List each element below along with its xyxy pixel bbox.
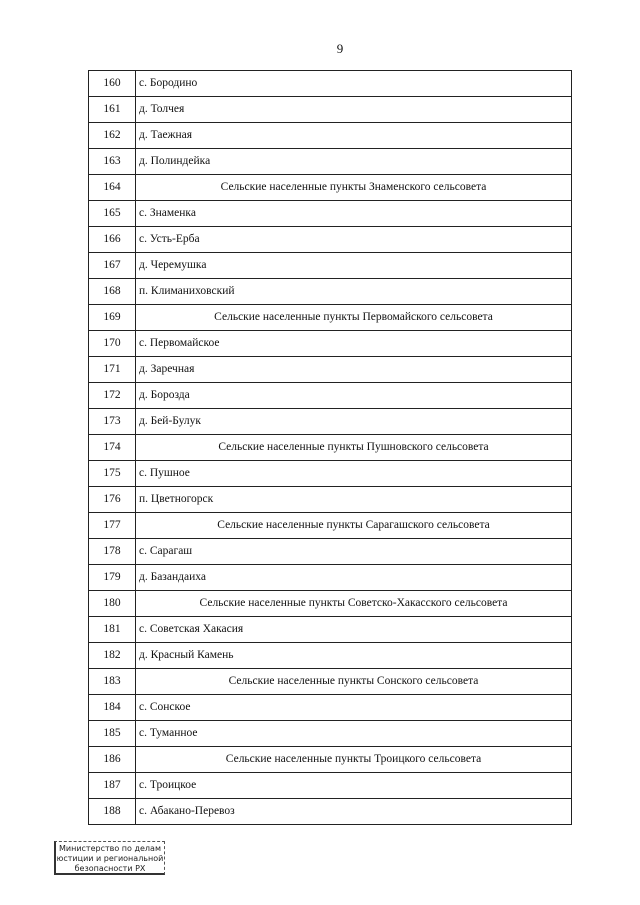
table-row (89, 227, 572, 253)
row-number: 176 (89, 487, 136, 513)
table-row (89, 695, 572, 721)
row-number: 172 (89, 383, 136, 409)
row-number: 188 (89, 799, 136, 825)
table-row (89, 123, 572, 149)
section-header-text: Сельские населенные пункты Троицкого сельсовета (136, 747, 572, 773)
ministry-stamp (54, 841, 165, 875)
page-number: 9 (336, 41, 344, 56)
row-number: 187 (89, 773, 136, 799)
table-row (89, 149, 572, 175)
table-section-header-row (89, 591, 572, 617)
settlement-name: д. Толчея (136, 97, 572, 123)
settlement-name: с. Советская Хакасия (136, 617, 572, 643)
settlement-name: с. Усть-Ерба (136, 227, 572, 253)
settlement-name: с. Бородино (136, 71, 572, 97)
settlement-name: с. Знаменка (136, 201, 572, 227)
table-row (89, 253, 572, 279)
section-header-text: Сельские населенные пункты Советско-Хакасского сельсовета (136, 591, 572, 617)
table-section-header-row (89, 669, 572, 695)
table-row (89, 97, 572, 123)
settlement-name: с. Абакано-Перевоз (136, 799, 572, 825)
row-number: 175 (89, 461, 136, 487)
table-row (89, 565, 572, 591)
settlements-table (88, 70, 572, 825)
section-header-text: Сельские населенные пункты Знаменского сельсовета (136, 175, 572, 201)
row-number: 163 (89, 149, 136, 175)
row-number: 180 (89, 591, 136, 617)
table-section-header-row (89, 513, 572, 539)
table-row (89, 71, 572, 97)
settlement-name: д. Заречная (136, 357, 572, 383)
row-number: 179 (89, 565, 136, 591)
settlement-name: с. Троицкое (136, 773, 572, 799)
table-row (89, 617, 572, 643)
row-number: 171 (89, 357, 136, 383)
settlement-name: с. Сонское (136, 695, 572, 721)
settlements-table-body (89, 71, 572, 825)
settlement-name: д. Бей-Булук (136, 409, 572, 435)
table-section-header-row (89, 305, 572, 331)
table-row (89, 487, 572, 513)
row-number: 177 (89, 513, 136, 539)
settlement-name: д. Красный Камень (136, 643, 572, 669)
table-section-header-row (89, 747, 572, 773)
table-row (89, 201, 572, 227)
row-number: 166 (89, 227, 136, 253)
section-header-text: Сельские населенные пункты Первомайского сельсовета (136, 305, 572, 331)
settlement-name: с. Первомайское (136, 331, 572, 357)
settlement-name: п. Цветногорск (136, 487, 572, 513)
row-number: 186 (89, 747, 136, 773)
section-header-text: Сельские населенные пункты Сонского сельсовета (136, 669, 572, 695)
stamp-line-1: Министерство по делам (59, 844, 161, 853)
table-row (89, 409, 572, 435)
row-number: 170 (89, 331, 136, 357)
table-row (89, 279, 572, 305)
row-number: 162 (89, 123, 136, 149)
row-number: 183 (89, 669, 136, 695)
row-number: 164 (89, 175, 136, 201)
settlement-name: д. Полиндейка (136, 149, 572, 175)
row-number: 168 (89, 279, 136, 305)
settlement-name: д. Базандаиха (136, 565, 572, 591)
table-section-header-row (89, 175, 572, 201)
table-row (89, 643, 572, 669)
table-row (89, 799, 572, 825)
table-row (89, 539, 572, 565)
row-number: 160 (89, 71, 136, 97)
settlement-name: с. Туманное (136, 721, 572, 747)
settlement-name: д. Борозда (136, 383, 572, 409)
row-number: 167 (89, 253, 136, 279)
settlement-name: д. Черемушка (136, 253, 572, 279)
settlements-table-container (88, 70, 572, 825)
row-number: 165 (89, 201, 136, 227)
settlement-name: д. Таежная (136, 123, 572, 149)
settlement-name: с. Сарагаш (136, 539, 572, 565)
row-number: 161 (89, 97, 136, 123)
table-row (89, 773, 572, 799)
row-number: 181 (89, 617, 136, 643)
table-row (89, 357, 572, 383)
section-header-text: Сельские населенные пункты Пушновского сельсовета (136, 435, 572, 461)
table-row (89, 383, 572, 409)
row-number: 185 (89, 721, 136, 747)
settlement-name: п. Климаниховский (136, 279, 572, 305)
row-number: 184 (89, 695, 136, 721)
section-header-text: Сельские населенные пункты Сарагашского сельсовета (136, 513, 572, 539)
table-row (89, 721, 572, 747)
row-number: 174 (89, 435, 136, 461)
stamp-line-2: юстиции и региональной (56, 854, 164, 863)
table-row (89, 461, 572, 487)
row-number: 169 (89, 305, 136, 331)
table-section-header-row (89, 435, 572, 461)
row-number: 173 (89, 409, 136, 435)
table-row (89, 331, 572, 357)
settlement-name: с. Пушное (136, 461, 572, 487)
stamp-line-3: безопасности РХ (74, 864, 146, 873)
row-number: 182 (89, 643, 136, 669)
row-number: 178 (89, 539, 136, 565)
